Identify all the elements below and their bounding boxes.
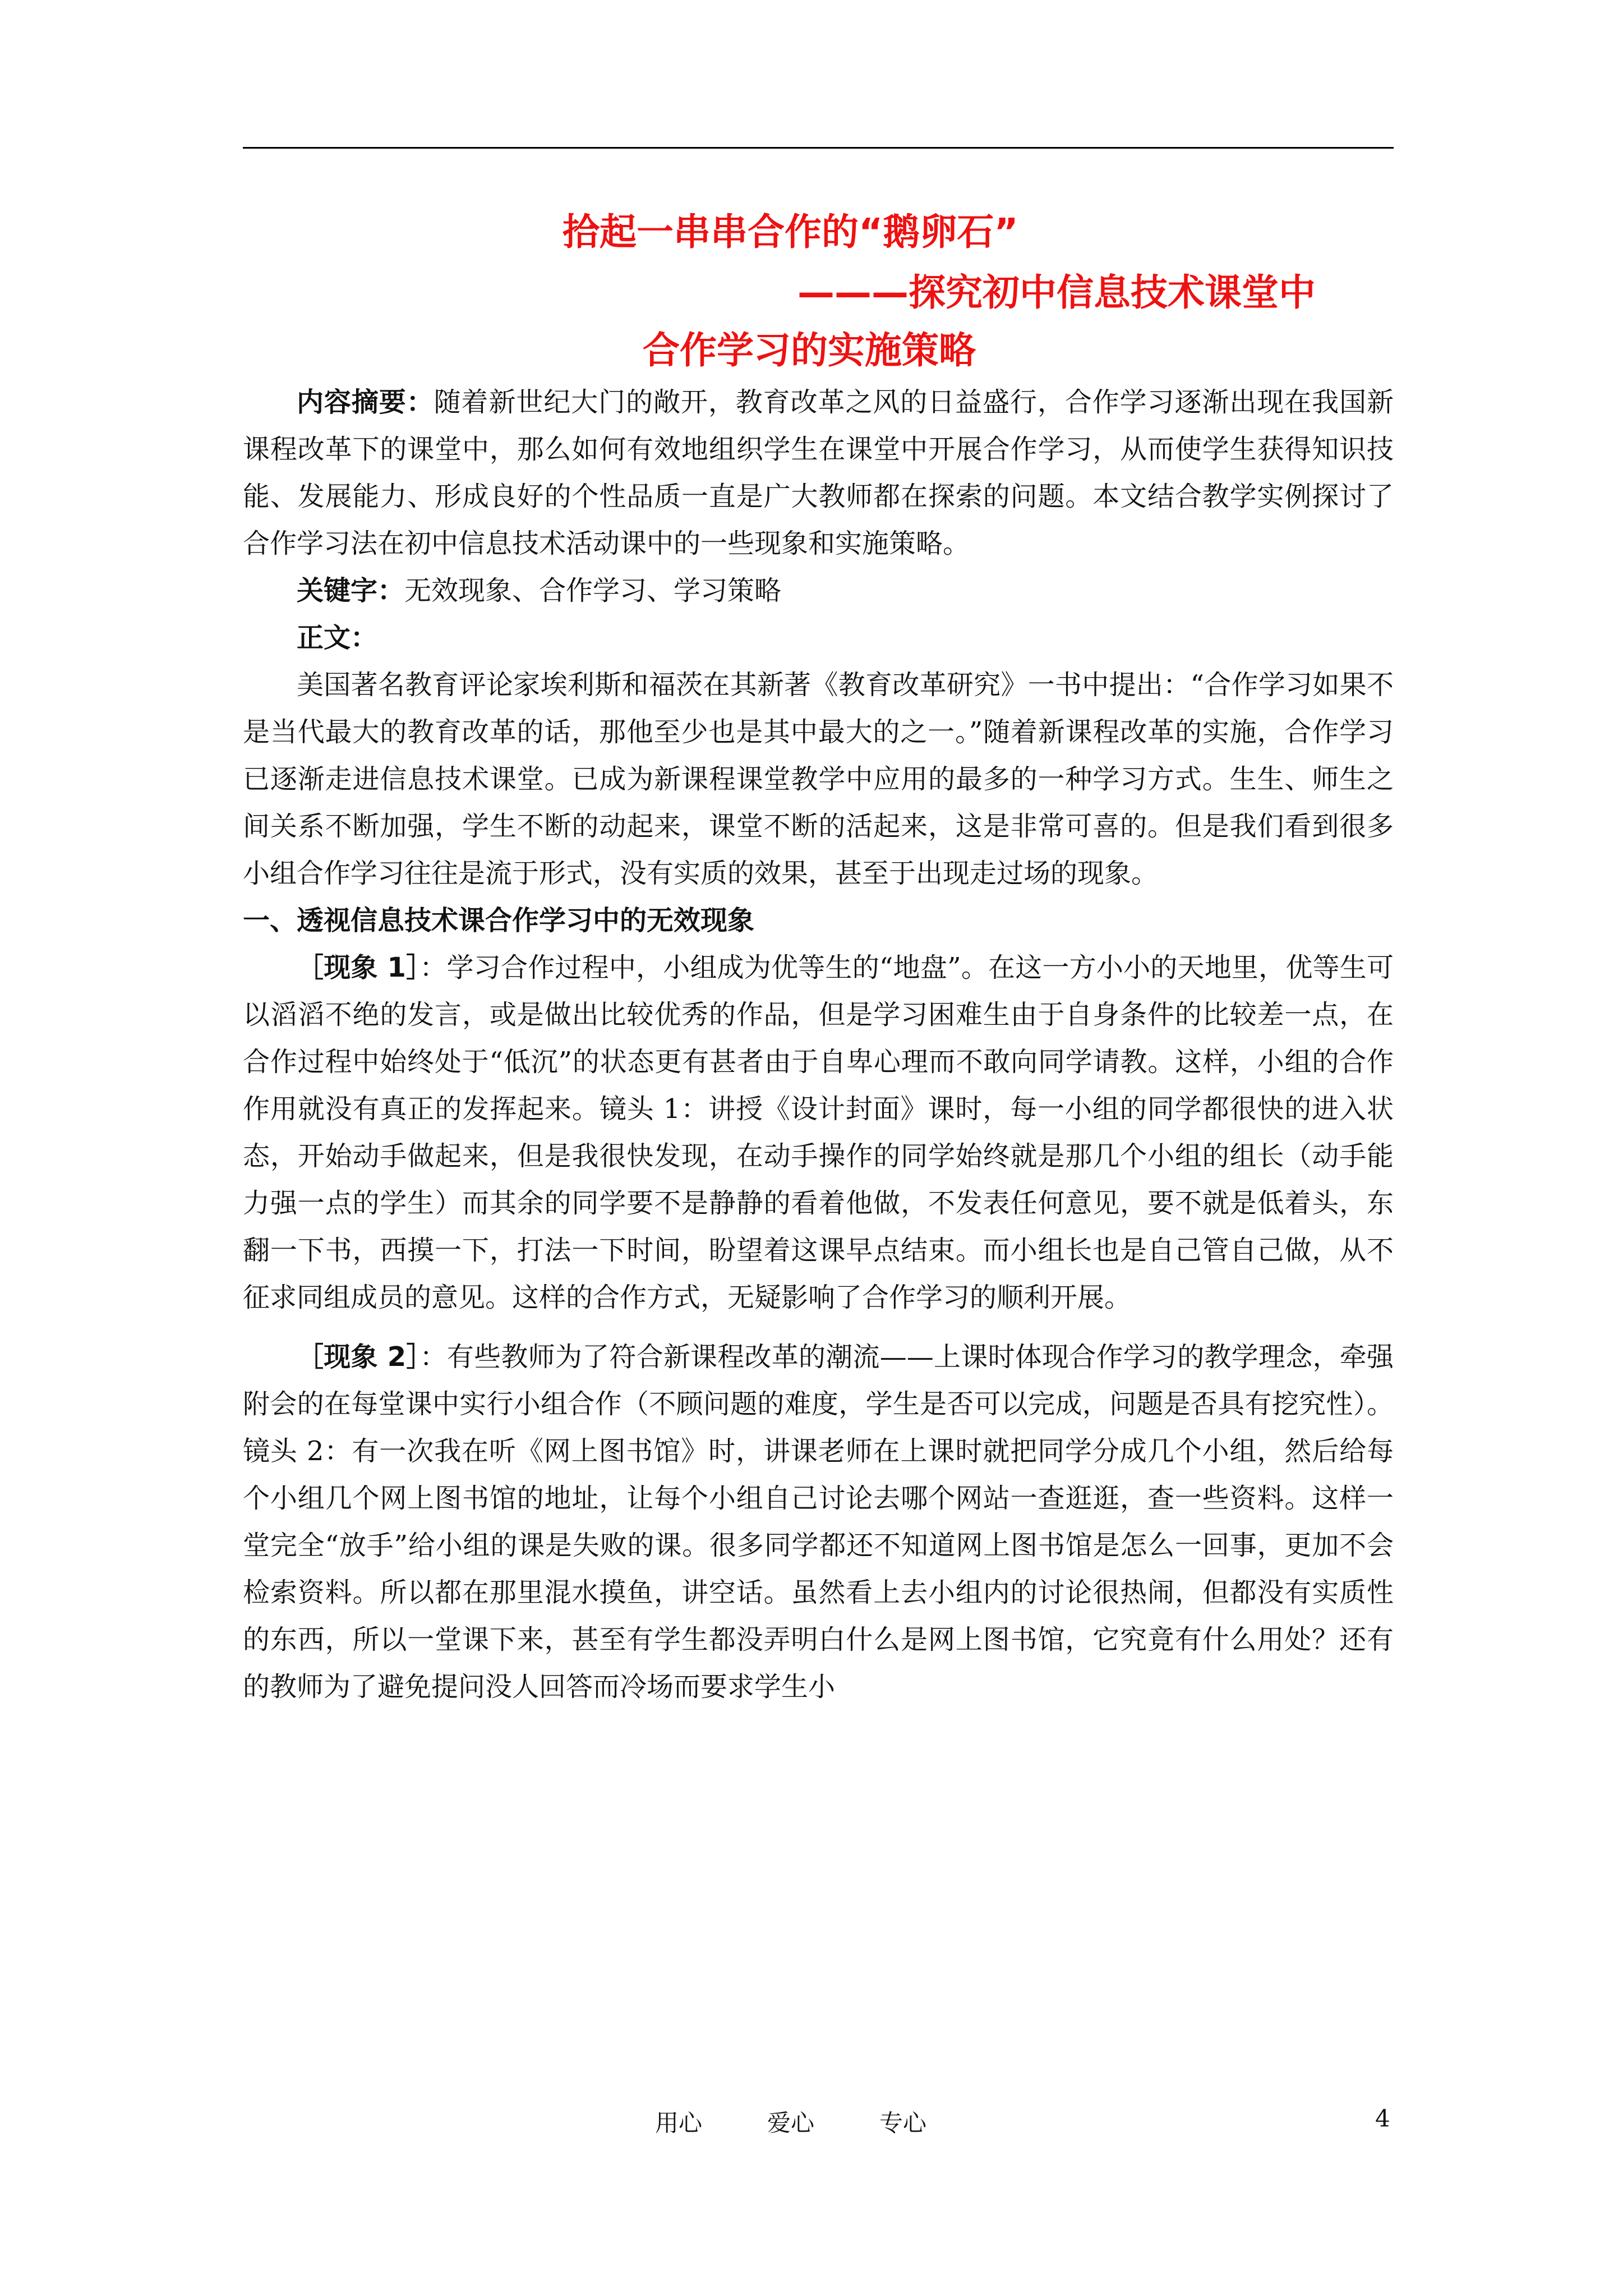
phenomenon1-label: ［现象 1］ [297,952,420,983]
body-label-paragraph [243,614,1394,661]
title-line-2: ———探究初中信息技术课堂中 [797,271,1316,314]
phenomenon1-text: ：学习合作过程中，小组成为优等生的“地盘”。在这一方小小的天地里，优等生可以滔滔不绝的发言，或是做出比较优秀的作品，但是学习困难生由于自身条件的比较差一点，在合作过程中始终处于“低沉”的状态更有甚者由于自卑心理而不敢向同学请教。这样，小组的合作作用就没有真正的发挥起来。镜头 1：讲授《设计封面》课时，每一小组的同学都很快的进入状态，开始动手做起来，但是我很快发现，在动手操作的同学始终就是那几个小组的组长（动手能力强一点的学生）而其余的同学要不是静静的看着他做，不发表任何意见，要不就是低着头，东翻一下书，西摸一下，打法一下时间，盼望着这课早点结束。而小组长也是自己管自己做，从不征求同组成员的意见。这样的合作方式，无疑影响了合作学习的顺利开展。 [243,952,1394,1313]
keywords-label: 关键字： [297,575,405,606]
intro-paragraph: 美国著名教育评论家埃利斯和福茨在其新著《教育改革研究》一书中提出：“合作学习如果不是当代最大的教育改革的话，那他至少也是其中最大的之一。”随着新课程改革的实施，合作学习已逐渐走进信息技术课堂。已成为新课程课堂教学中应用的最多的一种学习方式。生生、师生之间关系不断加强，学生不断的动起来，课堂不断的活起来，这是非常可喜的。但是我们看到很多小组合作学习往往是流于形式，没有实质的效果，甚至于出现走过场的现象。 [243,669,1394,889]
title-line-3: 合作学习的实施策略 [643,329,976,372]
footer-item-3: 专心 [879,2109,927,2137]
section1-heading: 一、透视信息技术课合作学习中的无效现象 [243,905,755,936]
phenomenon2-text: ：有些教师为了符合新课程改革的潮流——上课时体现合作学习的教学理念，牵强附会的在每堂课中实行小组合作（不顾问题的难度，学生是否可以完成，问题是否具有挖究性）。镜头 2：有一次我在听《网上图书馆》时，讲课老师在上课时就把同学分成几个小组，然后给每个小组几个网上图书馆的地址，让每个小组自己讨论去哪个网站一查逛逛，查一些资料。这样一堂完全“放手”给小组的课是失败的课。很多同学都还不知道网上图书馆是怎么一回事，更加不会检索资料。所以都在那里混水摸鱼，讲空话。虽然看上去小组内的讨论很热闹，但都没有实质性的东西，所以一堂课下来，甚至有学生都没弄明白什么是网上图书馆，它究竟有什么用处？还有的教师为了避免提问没人回答而冷场而要求学生小 [243,1341,1394,1703]
phenomenon2-paragraph [243,1333,1394,1710]
title-line-1: 拾起一串串合作的“鹅卵石” [562,210,1018,254]
abstract-label: 内容摘要： [297,386,434,418]
abstract-paragraph [243,379,1394,567]
footer-item-1: 用心 [655,2109,703,2137]
abstract-text: 随着新世纪大门的敞开，教育改革之风的日益盛行，合作学习逐渐出现在我国新课程改革下的课堂中，那么如何有效地组织学生在课堂中开展合作学习，从而使学生获得知识技能、发展能力、形成良好的个性品质一直是广大教师都在探索的问题。本文结合教学实例探讨了合作学习法在初中信息技术活动课中的一些现象和实施策略。 [243,386,1394,559]
keywords-paragraph [243,567,1394,614]
paragraph-gap [243,1321,1394,1333]
page-number: 4 [1375,2105,1390,2132]
body-label: 正文： [297,622,378,654]
footer-item-2: 爱心 [767,2109,815,2137]
phenomenon1-paragraph [243,944,1394,1321]
phenomenon2-label: ［现象 2］ [297,1341,420,1373]
document-body [243,379,1394,1710]
keywords-text: 无效现象、合作学习、学习策略 [404,575,782,606]
header-rule [243,147,1394,149]
